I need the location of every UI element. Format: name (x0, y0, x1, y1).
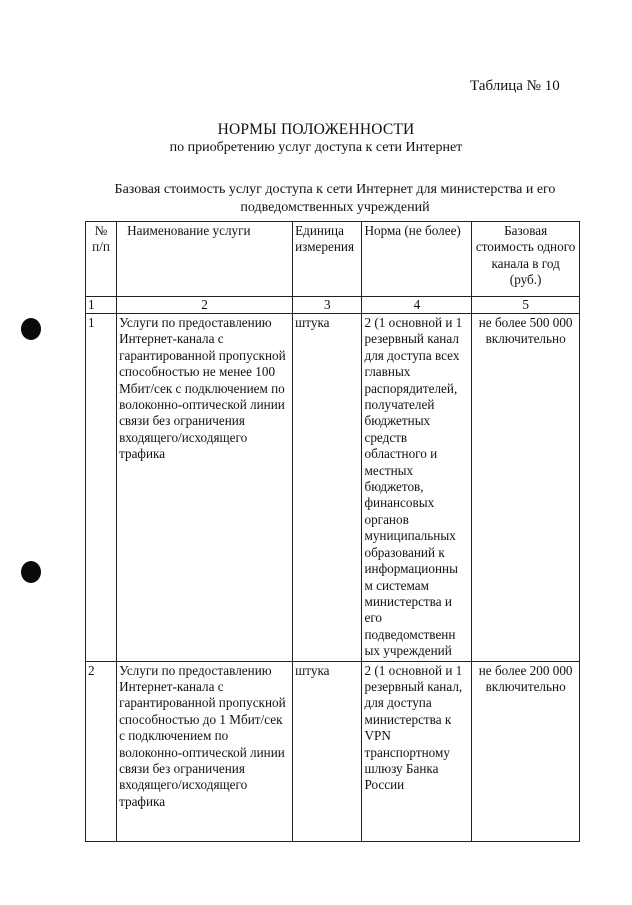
document-subtitle: по приобретению услуг доступа к сети Интернет (169, 140, 463, 155)
column-number-row (86, 297, 580, 314)
service-name: Услуги по предоставлению Интернет-канала с гарантированной пропускной способностью не менее 100 Мбит/сек с подключением по волоконно-оптической линии связи без ограничения входящего/исходящего трафика (117, 314, 293, 662)
row-number: 1 (86, 314, 117, 662)
column-number: 5 (472, 297, 580, 314)
table-number: Таблица № 10 (470, 78, 560, 94)
column-number: 1 (86, 297, 117, 314)
column-header-name: Наименование услуги (117, 222, 293, 297)
table-header-row (86, 222, 580, 297)
punch-hole (21, 561, 41, 583)
column-number: 3 (293, 297, 362, 314)
table-row (86, 661, 580, 841)
norm: 2 (1 основной и 1 резервный канал для доступа всех главных распорядителей, получателей бюджетных средств областного и местных бюджетов, финансовых органов муниципальных образований к информационны м системам министерства и его подведомственн ых учреждений (362, 314, 472, 662)
base-cost: не более 500 000 включительно (472, 314, 580, 662)
column-header-unit: Единица измерения (293, 222, 362, 297)
table-caption: Базовая стоимость услуг доступа к сети Интернет для министерства и его подведомственных учреждений (114, 182, 556, 215)
norm: 2 (1 основной и 1 резервный канал, для доступа министерства к VPN транспортному шлюзу Банка России (362, 661, 472, 841)
punch-hole (21, 318, 41, 340)
base-cost: не более 200 000 включительно (472, 661, 580, 841)
column-number: 2 (117, 297, 293, 314)
table-row (86, 314, 580, 662)
column-header-no: № п/п (86, 222, 117, 297)
unit: штука (293, 314, 362, 662)
service-name: Услуги по предоставлению Интернет-канала с гарантированной пропускной способностью до 1 Мбит/сек с подключением по волоконно-оптической линии связи без ограничения входящего/исходящего трафика (117, 661, 293, 841)
column-header-norm: Норма (не более) (362, 222, 472, 297)
column-number: 4 (362, 297, 472, 314)
norms-table (85, 221, 580, 842)
document-title: НОРМЫ ПОЛОЖЕННОСТИ (217, 121, 415, 138)
unit: штука (293, 661, 362, 841)
column-header-cost: Базовая стоимость одного канала в год (руб.) (472, 222, 580, 297)
row-number: 2 (86, 661, 117, 841)
